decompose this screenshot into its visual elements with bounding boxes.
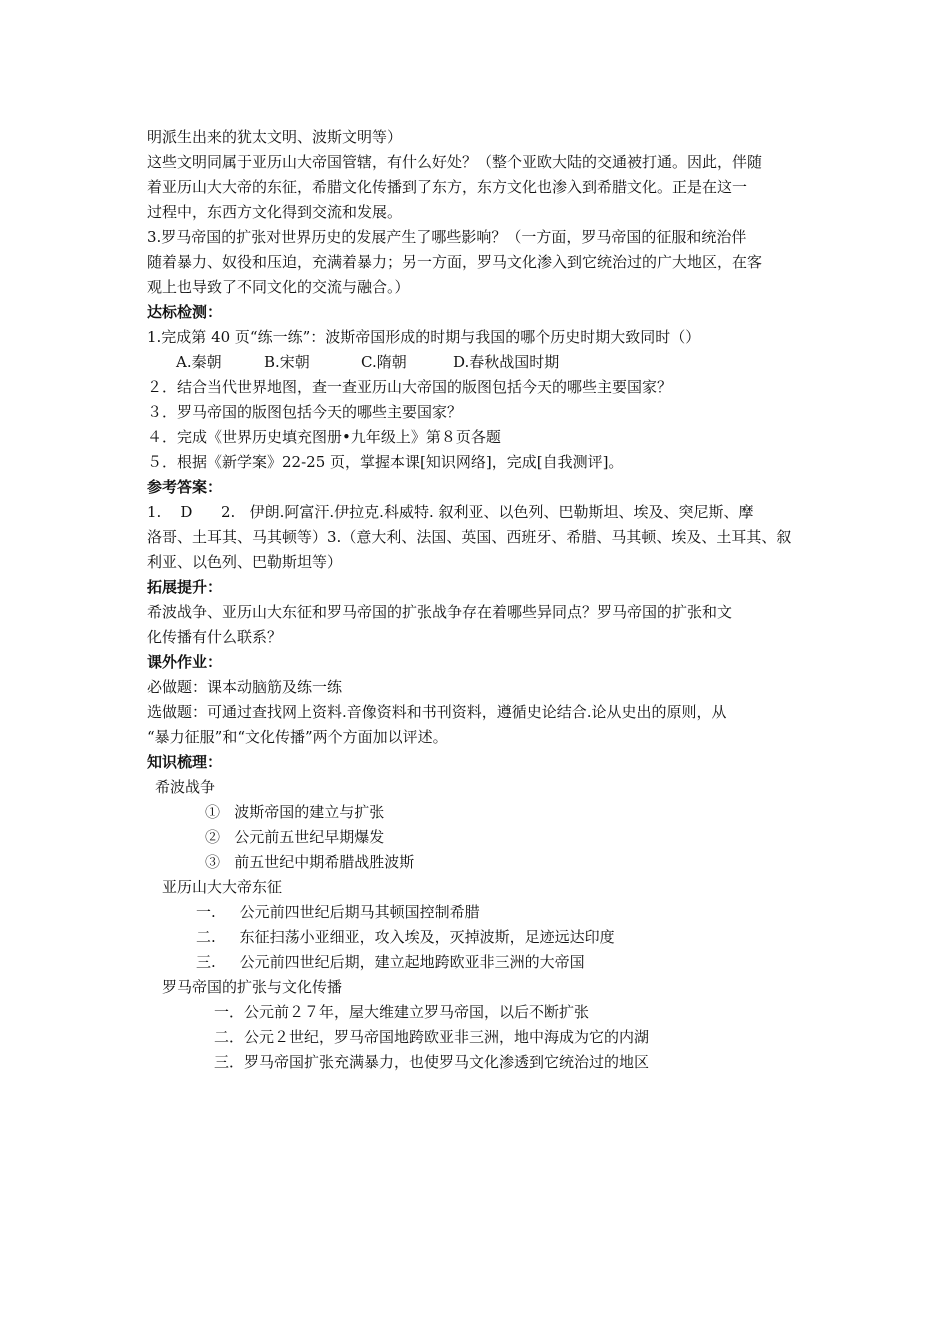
extension-line: 希波战争、亚历山大东征和罗马帝国的扩张战争存在着哪些异同点？罗马帝国的扩张和文 [147, 603, 733, 621]
homework-required: 必做题：课本动脑筋及练一练 [147, 678, 343, 696]
question-1: 1.完成第 40 页“练一练”：波斯帝国形成的时期与我国的哪个历史时期大致同时（） [147, 328, 701, 346]
homework-optional: 选做题：可通过查找网上资料.音像资料和书刊资料，遵循史论结合.论从史出的原则，从 [147, 703, 727, 721]
section-heading-answers: 参考答案： [147, 478, 223, 496]
summary-topic: 希波战争 [155, 778, 216, 796]
summary-topic: 亚历山大大帝东征 [162, 878, 283, 896]
answer-line: 洛哥、土耳其、马其顿等）3.（意大利、法国、英国、西班牙、希腊、马其顿、埃及、土耳其、叙 [147, 528, 792, 546]
summary-item: ① 波斯帝国的建立与扩张 [205, 803, 385, 821]
summary-item: 二. 东征扫荡小亚细亚，攻入埃及，灭掉波斯，足迹远达印度 [196, 928, 615, 946]
choice-d: D.春秋战国时期 [453, 353, 560, 371]
choice-b: B.宋朝 [264, 353, 310, 371]
paragraph-line: 这些文明同属于亚历山大帝国管辖，有什么好处？（整个亚欧大陆的交通被打通。因此，伴随 [147, 153, 763, 171]
homework-optional: “暴力征服”和“文化传播”两个方面加以评述。 [147, 728, 448, 746]
question-4: ４．完成《世界历史填充图册•九年级上》第８页各题 [147, 428, 501, 446]
question-2: ２．结合当代世界地图，查一查亚历山大帝国的版图包括今天的哪些主要国家？ [147, 378, 673, 396]
paragraph-line: 明派生出来的犹太文明、波斯文明等） [147, 128, 403, 146]
summary-item: 三．罗马帝国扩张充满暴力，也使罗马文化渗透到它统治过的地区 [214, 1053, 650, 1071]
paragraph-line: 着亚历山大大帝的东征，希腊文化传播到了东方，东方文化也渗入到希腊文化。正是在这一 [147, 178, 748, 196]
choice-row [176, 351, 559, 373]
summary-item: ③ 前五世纪中期希腊战胜波斯 [205, 853, 415, 871]
section-heading-homework: 课外作业： [147, 653, 223, 671]
summary-item: 二．公元２世纪，罗马帝国地跨欧亚非三洲，地中海成为它的内湖 [214, 1028, 650, 1046]
section-heading-summary: 知识梳理： [147, 753, 223, 771]
section-heading-check: 达标检测： [147, 303, 223, 321]
summary-topic: 罗马帝国的扩张与文化传播 [162, 978, 343, 996]
choice-c: C.隋朝 [361, 353, 407, 371]
extension-line: 化传播有什么联系？ [147, 628, 283, 646]
paragraph-line: 观上也导致了不同文化的交流与融合。） [147, 278, 410, 296]
section-heading-extension: 拓展提升： [147, 578, 223, 596]
paragraph-line: 随着暴力、奴役和压迫，充满着暴力；另一方面，罗马文化渗入到它统治过的广大地区，在客 [147, 253, 763, 271]
summary-item: ② 公元前五世纪早期爆发 [205, 828, 385, 846]
summary-item: 一．公元前２７年，屋大维建立罗马帝国，以后不断扩张 [214, 1003, 590, 1021]
paragraph-line: 过程中，东西方文化得到交流和发展。 [147, 203, 403, 221]
summary-item: 三. 公元前四世纪后期，建立起地跨欧亚非三洲的大帝国 [196, 953, 585, 971]
answer-line: 1. D 2. 伊朗.阿富汗.伊拉克.科威特. 叙利亚、以色列、巴勒斯坦、埃及、突尼斯、摩 [147, 503, 754, 521]
question-5: ５．根据《新学案》22-25 页，掌握本课[知识网络]，完成[自我测评]。 [147, 453, 624, 471]
paragraph-line: 3.罗马帝国的扩张对世界历史的发展产生了哪些影响？（一方面，罗马帝国的征服和统治伴 [147, 228, 747, 246]
summary-item: 一. 公元前四世纪后期马其顿国控制希腊 [196, 903, 480, 921]
question-3: ３．罗马帝国的版图包括今天的哪些主要国家？ [147, 403, 463, 421]
choice-a: A.秦朝 [176, 353, 222, 371]
answer-line: 利亚、以色列、巴勒斯坦等） [147, 553, 343, 571]
